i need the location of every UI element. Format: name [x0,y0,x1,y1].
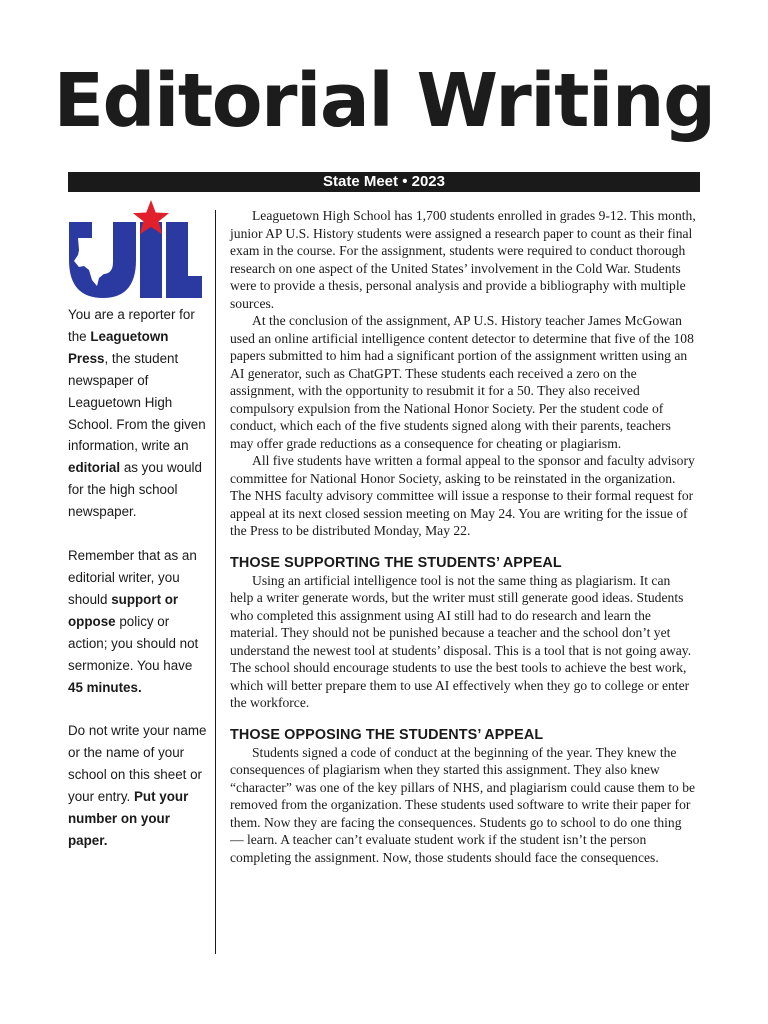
instruction-text: policy or action; you should not sermonize. You have [68,613,199,673]
instruction-text: as you would for the high school newspaper. [68,460,202,520]
main-column [230,207,697,866]
instruction-emphasis: editorial [68,460,121,476]
instructions-identification [68,720,210,851]
column-divider [215,210,216,954]
instruction-emphasis: Leaguetown Press [68,328,169,366]
instructions-sidebar [68,304,210,874]
opposing-paragraph: Students signed a code of conduct at the beginning of the year. They knew the consequences of plagiarism when they started this assignment. They also knew “character” was one of the key pillars of NHS, and plagiarism could cause them to be removed from the organization. These students used software to write their paper for them. Now they are facing the consequences. Students go to school to do one thing — learn. A teacher can’t evaluate student work if the student isn’t the person completing the assignment. Now, those students should face the consequences. [230,744,696,865]
intro-paragraph: At the conclusion of the assignment, AP U.S. History teacher James McGowan used an online artificial intelligence content detector to determine that five of the 108 papers submitted to him had a significant portion of the assignment written using an AI generator, such as ChatGPT. These students each received a zero on the assignment, with the opportunity to resubmit it for a 50. They also received compulsory expulsion from the National Honor Society. Per the student code of conduct, which each of the five students signed along with their parents, teachers may offer grade reductions as a consequence for cheating or plagiarism. [230,313,694,451]
opposing-heading: THOSE OPPOSING THE STUDENTS’ APPEAL [230,726,544,743]
uil-logo [66,198,204,302]
instructions-assignment [68,304,210,523]
instruction-text: Remember that as an editorial writer, you should [68,548,197,607]
instructions-remember [68,545,210,698]
instruction-text: You are a reporter for the [68,307,195,344]
supporting-paragraph: Using an artificial intelligence tool is not the same thing as plagiarism. It can help a writer generate words, but the writer must still generate good ideas. Students who completed this assignment using AI still had to do research and learn the material. They should not be punished because a teacher and the school don’t yet understand the newest tool at students’ disposal. This is a tool that is not going away. The school should encourage students to use the best tools to achieve the best work, which will better prepare them to use AI effectively when they go to college or enter the workforce. [230,572,692,710]
supporting-heading: THOSE SUPPORTING THE STUDENTS’ APPEAL [230,554,562,571]
intro-paragraph: Leaguetown High School has 1,700 students enrolled in grades 9-12. This month, junior AP U.S. History students were assigned a research paper to count as their final exam in the course. For the assignment, students were required to conduct thorough research on one aspect of the United States’ involvement in the Cold War. Students were to provide a thesis, personal analysis and provide a bibliography with multiple sources. [230,208,696,311]
intro-paragraph: All five students have written a formal appeal to the sponsor and faculty advisory committee for National Honor Society, asking to be reinstated in the organization. The NHS faculty advisory committee will issue a response to their formal request for appeal at its next closed session meeting on May 24. You are writing for the issue of the Press to be distributed Monday, May 22. [230,453,695,538]
instruction-text: , the student newspaper of Leaguetown High School. From the given information, write an [68,350,206,454]
page-title: Editorial Writing [53,58,715,144]
uil-logo-icon [66,198,204,302]
instruction-emphasis: 45 minutes. [68,679,142,695]
event-banner: State Meet • 2023 [68,172,700,192]
instruction-text: Do not write your name or the name of your school on this sheet or your entry. [68,723,207,805]
instruction-emphasis: support or oppose [68,591,179,629]
instruction-emphasis: Put your number on your paper. [68,789,189,848]
